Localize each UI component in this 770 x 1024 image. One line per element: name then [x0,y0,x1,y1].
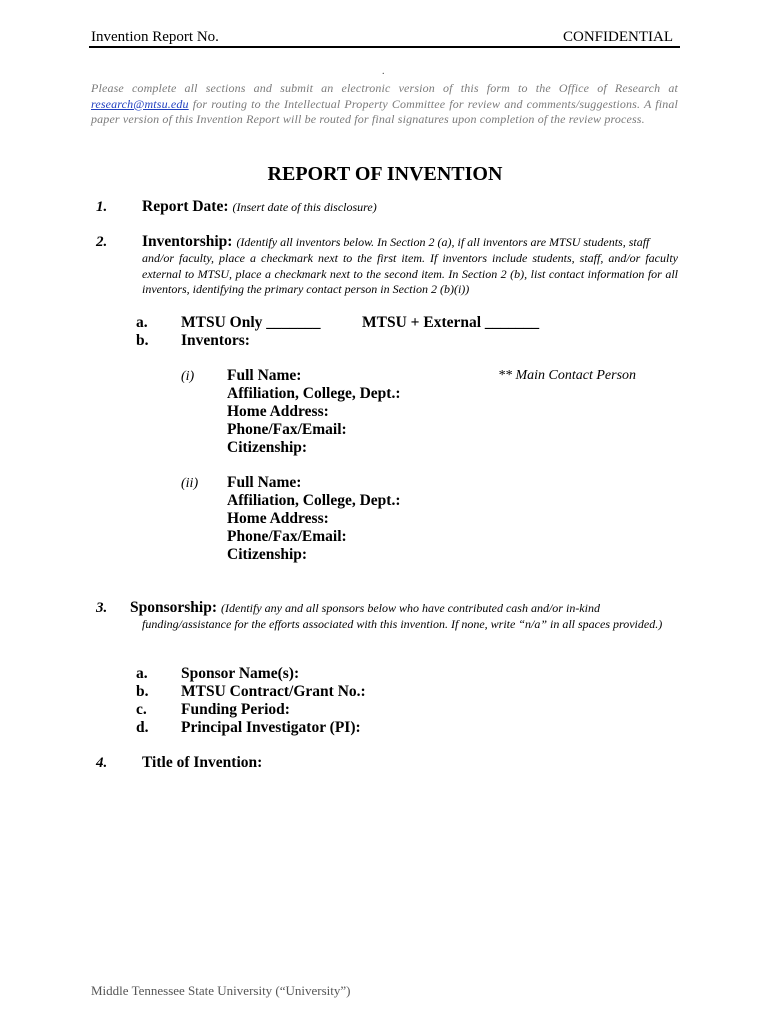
sponsor-d-letter: d. [136,719,149,736]
section-1-heading [142,198,377,216]
research-email-link[interactable]: research@mtsu.edu [91,96,189,111]
inventors-label: Inventors: [181,332,250,349]
inventor-2-fields [227,474,400,564]
intro-text-start: Please complete all sections and submit an electronic version of this form to the Office of Research at [91,81,678,95]
inventor-2-numeral: (ii) [181,476,199,491]
affiliation-field[interactable]: Affiliation, College, Dept.: [227,492,401,509]
mtsu-only-option[interactable]: MTSU Only _______ [181,314,321,331]
citizenship-field[interactable]: Citizenship: [227,546,308,563]
sponsorship-note-first: (Identify any and all sponsors below who have contributed cash and/or in-kind [221,601,600,615]
report-date-note: (Insert date of this disclosure) [232,200,377,214]
main-contact-note: ** Main Contact Person [498,368,637,383]
sponsorship-note-rest: funding/assistance for the efforts associated with this invention. If none, write “n/a” in all spaces provided.) [142,617,663,631]
inventorship-note-first: (Identify all inventors below. In Section 2 (a), if all inventors are MTSU students, staff [236,235,650,249]
title-of-invention-field[interactable]: Title of Invention: [142,754,263,771]
sponsor-c-letter: c. [136,701,147,718]
phone-fax-email-field[interactable]: Phone/Fax/Email: [227,528,347,545]
inventor-1-numeral: (i) [181,369,195,384]
stray-dot: . [382,66,385,77]
inventor-1-fields [227,367,400,457]
inventorship-note-rest: and/or faculty, place a checkmark next to the first item. If inventors include students, staff, and/or faculty external to MTSU, place a checkmark next to the second item. In Section 2 (b), list contact information for all inventors, identifying the primary contact person in Section 2 (b)(i)) [142,251,678,296]
header-confidential: CONFIDENTIAL [563,29,673,45]
header-rule [89,46,680,48]
section-3-number: 3. [96,600,108,616]
report-date-label: Report Date: [142,198,229,215]
full-name-field[interactable]: Full Name: [227,474,302,491]
mtsu-external-option[interactable]: MTSU + External _______ [362,314,540,331]
sponsor-b-letter: b. [136,683,149,700]
option-b-letter: b. [136,332,149,349]
full-name-field[interactable]: Full Name: [227,367,302,384]
principal-investigator-field[interactable]: Principal Investigator (PI): [181,719,361,736]
option-a-letter: a. [136,314,148,331]
header-report-number: Invention Report No. [91,29,219,45]
sponsor-a-letter: a. [136,665,148,682]
affiliation-field[interactable]: Affiliation, College, Dept.: [227,385,401,402]
section-2-heading [142,233,682,251]
citizenship-field[interactable]: Citizenship: [227,439,308,456]
intro-text-end: for routing to the Intellectual Property Committee for review and comments/suggestions. A final paper version of this Invention Report will be routed for final signatures upon completion of the review process. [91,96,678,126]
sponsor-name-field[interactable]: Sponsor Name(s): [181,665,300,682]
funding-period-field[interactable]: Funding Period: [181,701,290,718]
section-1-number: 1. [96,199,108,215]
page-title: REPORT OF INVENTION [267,163,503,185]
contract-grant-field[interactable]: MTSU Contract/Grant No.: [181,683,366,700]
sponsorship-fields [181,665,366,737]
section-3-heading [130,599,678,617]
footer-university: Middle Tennessee State University (“University”) [91,983,351,998]
section-4-number: 4. [96,755,108,771]
intro-paragraph [91,81,678,128]
home-address-field[interactable]: Home Address: [227,510,329,527]
inventorship-label: Inventorship: [142,233,233,250]
sponsorship-label: Sponsorship: [130,599,218,616]
phone-fax-email-field[interactable]: Phone/Fax/Email: [227,421,347,438]
sponsorship-letters [136,665,149,737]
section-2-number: 2. [96,234,108,250]
home-address-field[interactable]: Home Address: [227,403,329,420]
